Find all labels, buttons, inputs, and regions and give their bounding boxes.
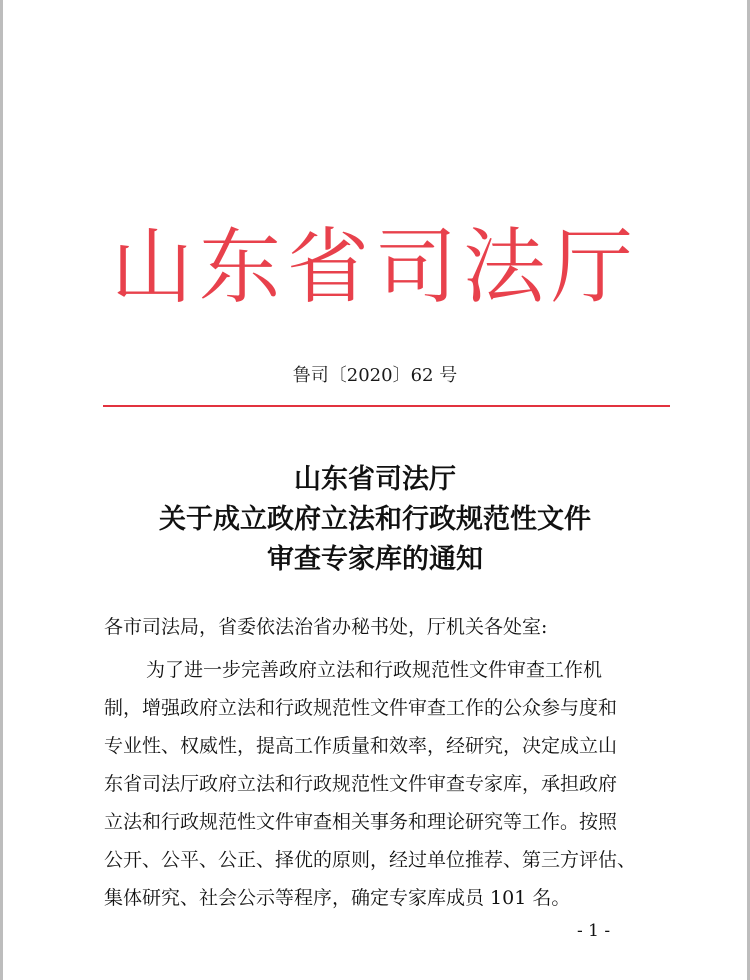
body-line: 公开、公平、公正、择优的原则，经过单位推荐、第三方评估、 <box>104 849 637 871</box>
red-masthead: 山东省司法厅 <box>110 220 639 315</box>
title-line: 关于成立政府立法和行政规范性文件 <box>159 504 591 535</box>
body-line: 东省司法厅政府立法和行政规范性文件审查专家库，承担政府 <box>104 773 618 795</box>
title-line: 审查专家库的通知 <box>267 544 483 575</box>
body-line: 专业性、权威性，提高工作质量和效率，经研究，决定成立山 <box>104 735 618 757</box>
document-number: 鲁司〔2020〕62 号 <box>292 365 458 386</box>
body-line: 为了进一步完善政府立法和行政规范性文件审查工作机 <box>146 659 603 681</box>
body-line: 立法和行政规范性文件审查相关事务和理论研究等工作。按照 <box>104 811 618 833</box>
document-title <box>0 460 750 580</box>
red-separator-line <box>103 405 670 407</box>
body-line: 集体研究、社会公示等程序，确定专家库成员 101 名。 <box>104 887 571 909</box>
body-paragraph <box>104 651 659 917</box>
addressee-line: 各市司法局，省委依法治省办秘书处，厅机关各处室: <box>104 616 548 638</box>
page-number: - 1 - <box>577 921 611 941</box>
title-line: 山东省司法厅 <box>294 464 456 495</box>
body-line: 制，增强政府立法和行政规范性文件审查工作的公众参与度和 <box>104 697 618 719</box>
